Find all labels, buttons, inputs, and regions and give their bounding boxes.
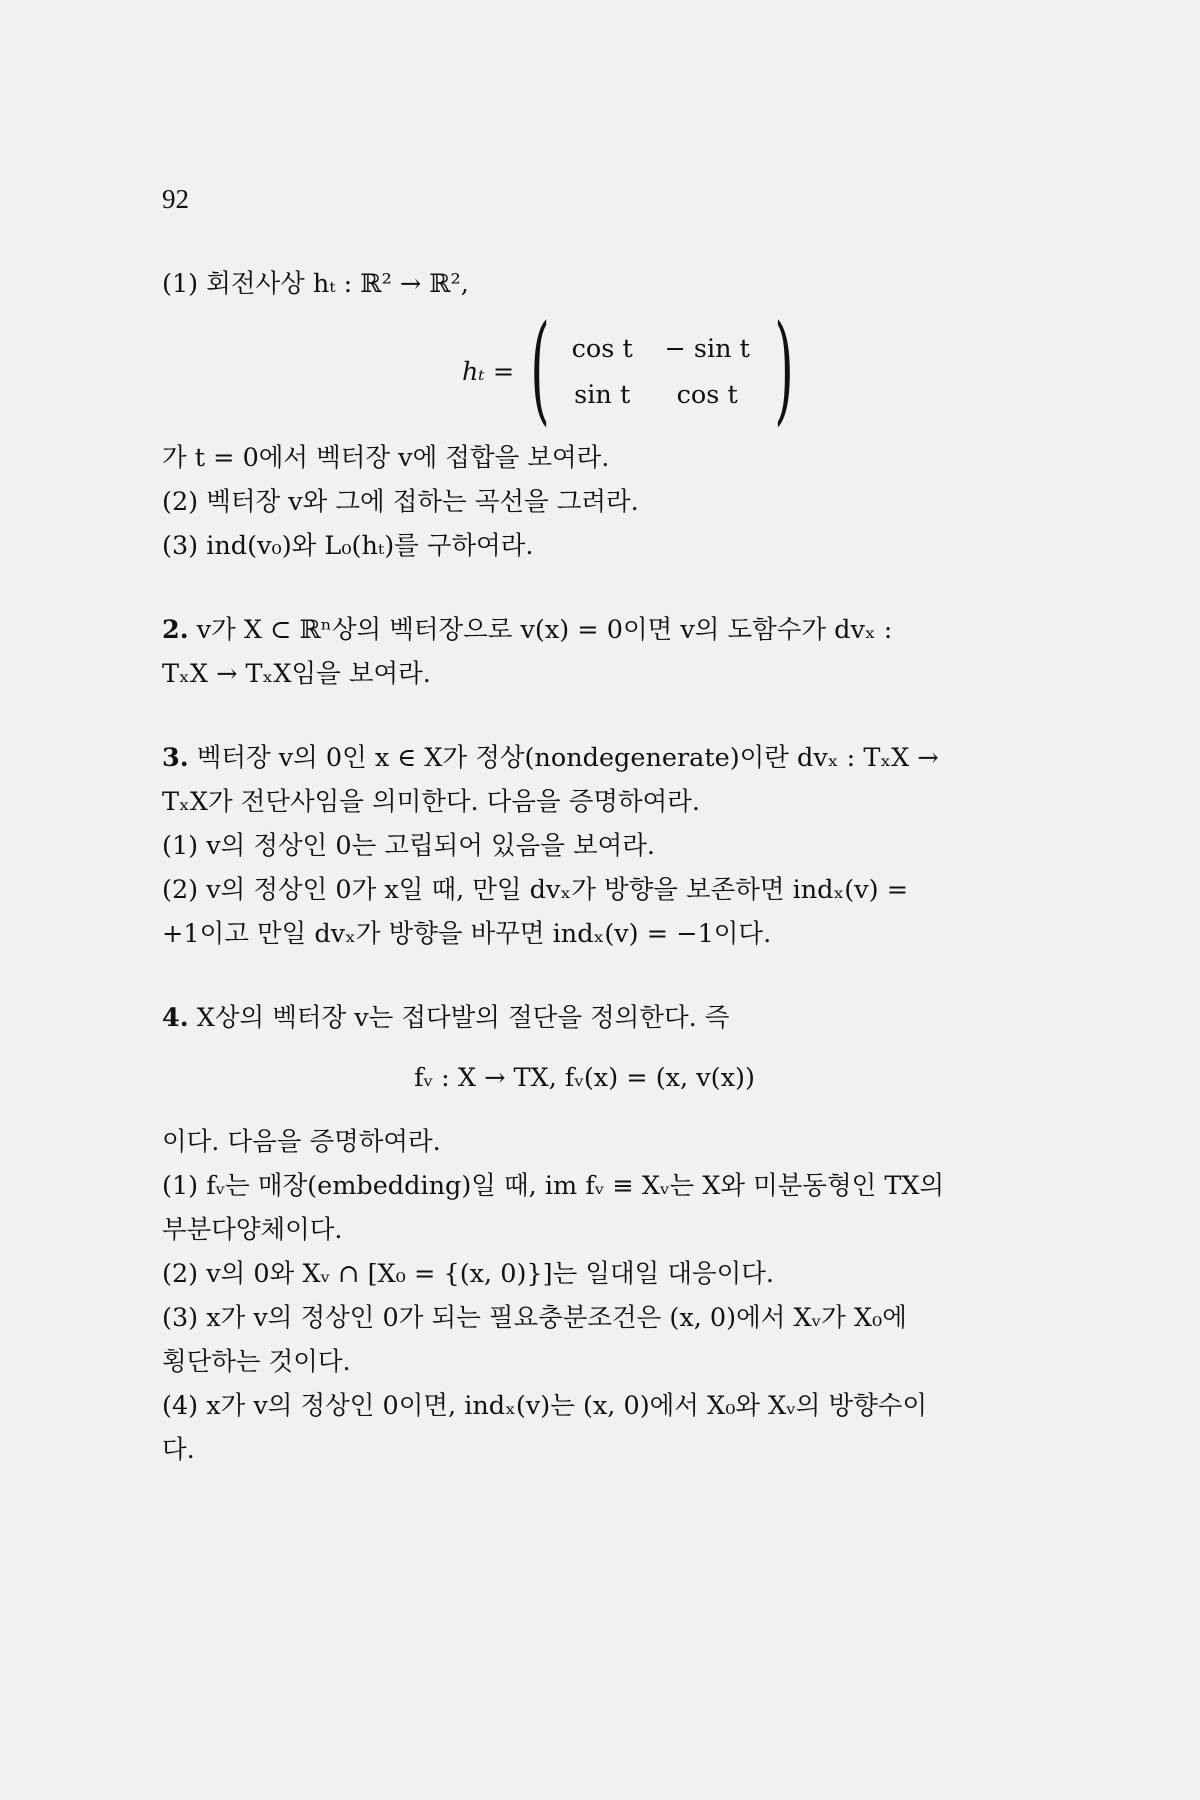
matrix-cells: [546, 322, 768, 422]
exercise-4-item-3-line-1: (3) x가 v의 정상인 0가 되는 필요충분조건은 (x, 0)에서 Xᵥ가 X₀에: [162, 1303, 907, 1333]
matrix-lhs: hₜ =: [462, 357, 515, 387]
exercise-2-line-1: [162, 608, 1047, 652]
right-paren: ): [774, 299, 794, 437]
exercise-3-line-1: [162, 736, 1047, 780]
matrix-cell: − sin t: [664, 334, 750, 364]
exercise-4-line-1: [162, 996, 1047, 1040]
page-content: [162, 262, 1047, 1472]
exercise-4-text-1: X상의 벡터장 v는 접다발의 절단을 정의한다. 즉: [196, 1003, 730, 1033]
exercise-1-item-1-heading: (1) 회전사상 hₜ : ℝ² → ℝ²,: [162, 269, 469, 299]
section-map-equation: fᵥ : X → TX, fᵥ(x) = (x, v(x)): [414, 1063, 755, 1093]
exercise-1-item-3: (3) ind(v₀)와 L₀(hₜ)를 구하여라.: [162, 531, 534, 561]
exercise-2: [162, 608, 1047, 696]
exercise-3-item-2-line-2: +1이고 만일 dvₓ가 방향을 바꾸면 indₓ(v) = −1이다.: [162, 919, 772, 949]
exercise-4-item-1-line-2: 부분다양체이다.: [162, 1215, 343, 1245]
exercise-3-item-2-line-1: (2) v의 정상인 0가 x일 때, 만일 dvₓ가 방향을 보존하면 indₓ(v) =: [162, 875, 909, 905]
exercise-2-number: 2.: [162, 615, 189, 645]
exercise-3-text-1: 벡터장 v의 0인 x ∈ X가 정상(nondegenerate)이란 dvₓ : TₓX →: [196, 743, 939, 773]
exercise-3-line-2: TₓX가 전단사임을 의미한다. 다음을 증명하여라.: [162, 787, 700, 817]
matrix-cell: cos t: [676, 380, 738, 410]
exercise-2-line-2: TₓX → TₓX임을 보여라.: [162, 659, 431, 689]
exercise-4-number: 4.: [162, 1003, 189, 1033]
exercise-4-item-4-line-2: 다.: [162, 1435, 195, 1465]
exercise-4-item-2: (2) v의 0와 Xᵥ ∩ [X₀ = {(x, 0)}]는 일대일 대응이다.: [162, 1259, 774, 1289]
exercise-4-line-2: 이다. 다음을 증명하여라.: [162, 1127, 441, 1157]
matrix-cell: cos t: [571, 334, 633, 364]
exercise-1-item-1-tail: 가 t = 0에서 벡터장 v에 접합을 보여라.: [162, 443, 610, 473]
exercise-3-number: 3.: [162, 743, 189, 773]
exercise-4-item-1-line-1: (1) fᵥ는 매장(embedding)일 때, im fᵥ ≡ Xᵥ는 X와 미분동형인 TX의: [162, 1171, 945, 1201]
exercise-4-item-4-line-1: (4) x가 v의 정상인 0이면, indₓ(v)는 (x, 0)에서 X₀와 Xᵥ의 방향수이: [162, 1391, 928, 1421]
page-number: 92: [162, 184, 189, 214]
exercise-2-text-1: v가 X ⊂ ℝⁿ상의 벡터장으로 v(x) = 0이면 v의 도함수가 dvₓ :: [196, 615, 893, 645]
left-paren: (: [530, 299, 550, 437]
exercise-4: [162, 996, 1047, 1472]
exercise-3: [162, 736, 1047, 956]
matrix-cell: sin t: [574, 380, 631, 410]
exercise-4-item-3-line-2: 횡단하는 것이다.: [162, 1347, 351, 1377]
exercise-1: [162, 262, 1047, 568]
rotation-matrix: [524, 299, 794, 437]
exercise-3-item-1: (1) v의 정상인 0는 고립되어 있음을 보여라.: [162, 831, 655, 861]
rotation-matrix-equation: [162, 299, 1047, 437]
exercise-1-item-2: (2) 벡터장 v와 그에 접하는 곡선을 그려라.: [162, 487, 639, 517]
